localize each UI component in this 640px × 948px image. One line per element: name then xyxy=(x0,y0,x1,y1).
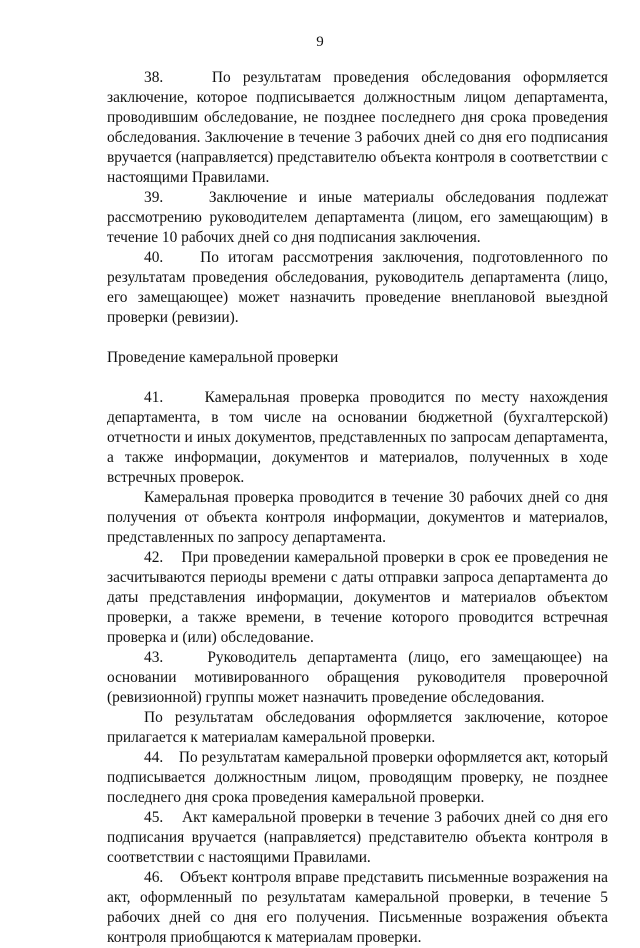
paragraph-40: 40. По итогам рассмотрения заключения, подготовленного по результатам проведения обследования, руководитель департамента (лицо, его замещающее) может назначить проведение внеплановой выездной проверки (ревизии). xyxy=(107,249,608,326)
paragraph-43: 43. Руководитель департамента (лицо, его замещающее) на основании мотивированного обращения руководителя проверочной (ревизионной) группы может назначить проведение обследования. xyxy=(107,649,608,706)
paragraph-44: 44. По результатам камеральной проверки оформляется акт, который подписывается должностным лицом, проводящим проверку, не позднее последнего дня срока проведения камеральной проверки. xyxy=(107,749,608,806)
paragraph-42: 42. При проведении камеральной проверки в срок ее проведения не засчитываются периоды времени с даты отправки запроса департамента до даты представления информации, документов и материалов объектом проверки, а также времени, в течение которого проводится встречная проверка и (или) обследование. xyxy=(107,549,608,646)
document-body xyxy=(107,68,608,948)
page-number: 9 xyxy=(316,34,324,50)
paragraph-39: 39. Заключение и иные материалы обследования подлежат рассмотрению руководителем департамента (лицом, его замещающим) в течение 10 рабочих дней со дня подписания заключения. xyxy=(107,189,608,246)
paragraph-41: 41. Камеральная проверка проводится по месту нахождения департамента, в том числе на основании бюджетной (бухгалтерской) отчетности и иных документов, представленных по запросам департамента, а также информации, документов и материалов, полученных в ходе встречных проверок. xyxy=(107,389,608,486)
paragraph-38: 38. По результатам проведения обследования оформляется заключение, которое подписывается должностным лицом департамента, проводившим обследование, не позднее последнего дня срока проведения обследования. Заключение в течение 3 рабочих дней со дня его подписания вручается (направляется) представителю объекта контроля в соответствии с настоящими Правилами. xyxy=(107,69,608,186)
paragraph-45: 45. Акт камеральной проверки в течение 3 рабочих дней со дня его подписания вручается (направляется) представителю объекта контроля в соответствии с настоящими Правилами. xyxy=(107,809,608,866)
paragraph-43-continuation: По результатам обследования оформляется заключение, которое прилагается к материалам камеральной проверки. xyxy=(107,709,608,746)
section-heading: Проведение камеральной проверки xyxy=(107,349,339,366)
paragraph-46: 46. Объект контроля вправе представить письменные возражения на акт, оформленный по результатам камеральной проверки, в течение 5 рабочих дней со дня его получения. Письменные возражения объекта контроля приобщаются к материалам проверки. xyxy=(107,869,608,946)
paragraph-41-continuation: Камеральная проверка проводится в течение 30 рабочих дней со дня получения от объекта контроля информации, документов и материалов, представленных по запросу департамента. xyxy=(107,489,608,546)
